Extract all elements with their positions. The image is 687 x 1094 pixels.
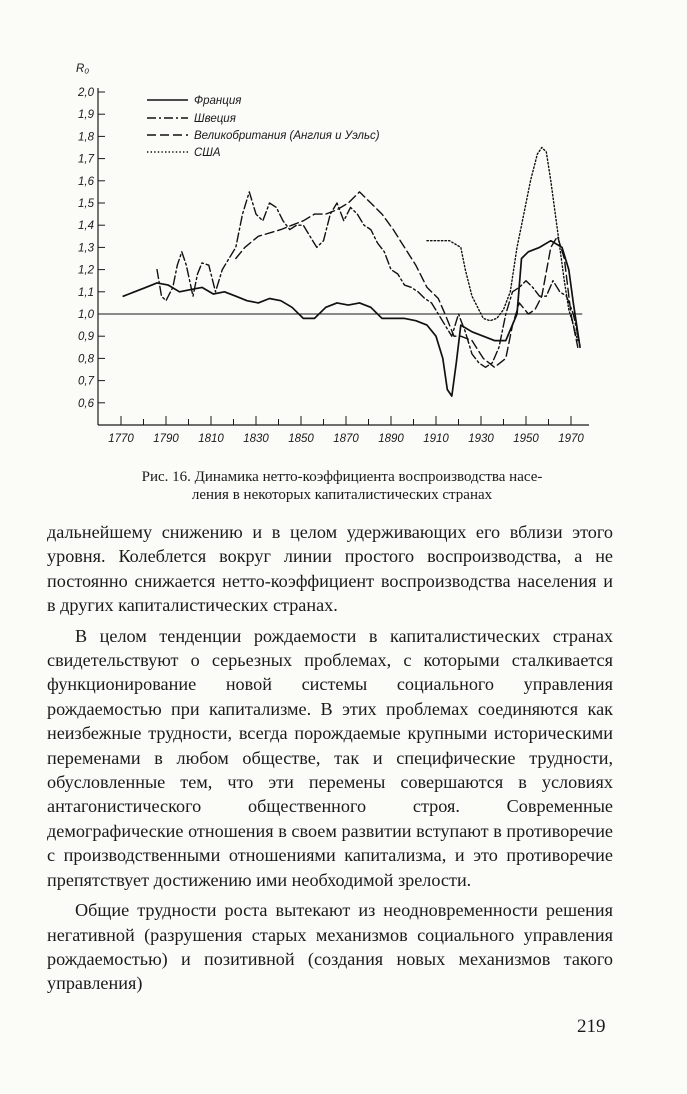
y-tick-label: 2,0	[78, 87, 94, 99]
figure-caption-line-2: ления в некоторых капиталистических странах	[191, 487, 493, 503]
body-text	[47, 520, 613, 996]
legend-label: США	[194, 147, 221, 159]
series-line-2	[157, 192, 580, 367]
y-tick-label: 0,6	[78, 397, 94, 410]
x-tick-label: 1790	[153, 433, 179, 445]
legend-label: Франция	[194, 95, 242, 107]
x-tick-label: 1930	[468, 433, 494, 445]
y-tick-label: 1,7	[78, 153, 94, 166]
figure-caption	[68, 468, 616, 504]
x-tick-label: 1830	[243, 433, 269, 445]
y-tick-label: 1,4	[78, 220, 94, 233]
y-tick-label: 0,8	[78, 353, 94, 366]
x-axis	[98, 314, 589, 445]
y-tick-label: 1,3	[78, 242, 94, 255]
y-tick-label: 1,9	[78, 109, 94, 122]
y-tick-label: 1,5	[78, 198, 94, 210]
x-tick-label: 1890	[378, 433, 404, 445]
page-number: 219	[577, 1016, 606, 1037]
y-tick-label: 1,6	[78, 175, 94, 188]
chart-legend	[147, 95, 380, 159]
paragraph-3: Общие трудности роста вытекают из неодновременности решения негативной (разрушения старых механизмов социального управления рождаемостью) и позитивной (создания новых механизмов такого управления)	[47, 900, 613, 994]
y-tick-label: 1,2	[78, 264, 94, 277]
x-tick-label: 1850	[288, 433, 314, 445]
x-tick-label: 1770	[108, 433, 134, 445]
paragraph-1: дальнейшему снижению и в целом удерживающих его вблизи этого уровня. Колеблется вокруг линии простого воспроизводства, а не постоянно снижается нетто-коэффициент воспроизводства населения и в других капиталистических странах.	[47, 522, 613, 616]
series-line-1	[123, 241, 580, 396]
x-tick-label: 1810	[198, 433, 224, 445]
y-tick-label: 0,9	[78, 331, 94, 344]
y-tick-label: 0,7	[78, 375, 94, 388]
reproduction-rate-chart	[0, 0, 687, 460]
legend-label: Великобритания (Англия и Уэльс)	[194, 130, 380, 142]
y-axis-label: R₀	[76, 63, 90, 75]
y-tick-label: 1,1	[78, 286, 94, 299]
x-tick-label: 1950	[513, 433, 539, 445]
x-tick-label: 1910	[423, 433, 449, 445]
figure-caption-line-1: Рис. 16. Динамика нетто-коэффициента воспроизводства насе-	[141, 469, 543, 485]
y-axis	[76, 63, 105, 425]
legend-label: Швеция	[194, 113, 236, 125]
y-tick-label: 1,8	[78, 131, 94, 144]
paragraph-2: В целом тенденции рождаемости в капиталистических странах свидетельствуют о серьезных проблемах, с которыми сталкивается функционирование новой системы социального управления рождаемостью при капитализме. В этих проблемах соединяются как неизбежные трудности, всегда порождаемые крупными историческими переменами в любом обществе, так и специфические трудности, обусловленные тем, что эти перемены совершаются в условиях антагонистического общественного строя. Современные демографические отношения в своем развитии вступают в противоречие с производственными отношениями капитализма, и это противоречие препятствует достижению ими необходимой зрелости.	[47, 625, 613, 890]
x-tick-label: 1970	[558, 433, 584, 445]
y-tick-label: 1,0	[78, 309, 94, 321]
chart-series	[123, 148, 580, 397]
series-line-3	[236, 192, 578, 367]
x-tick-label: 1870	[333, 433, 359, 445]
